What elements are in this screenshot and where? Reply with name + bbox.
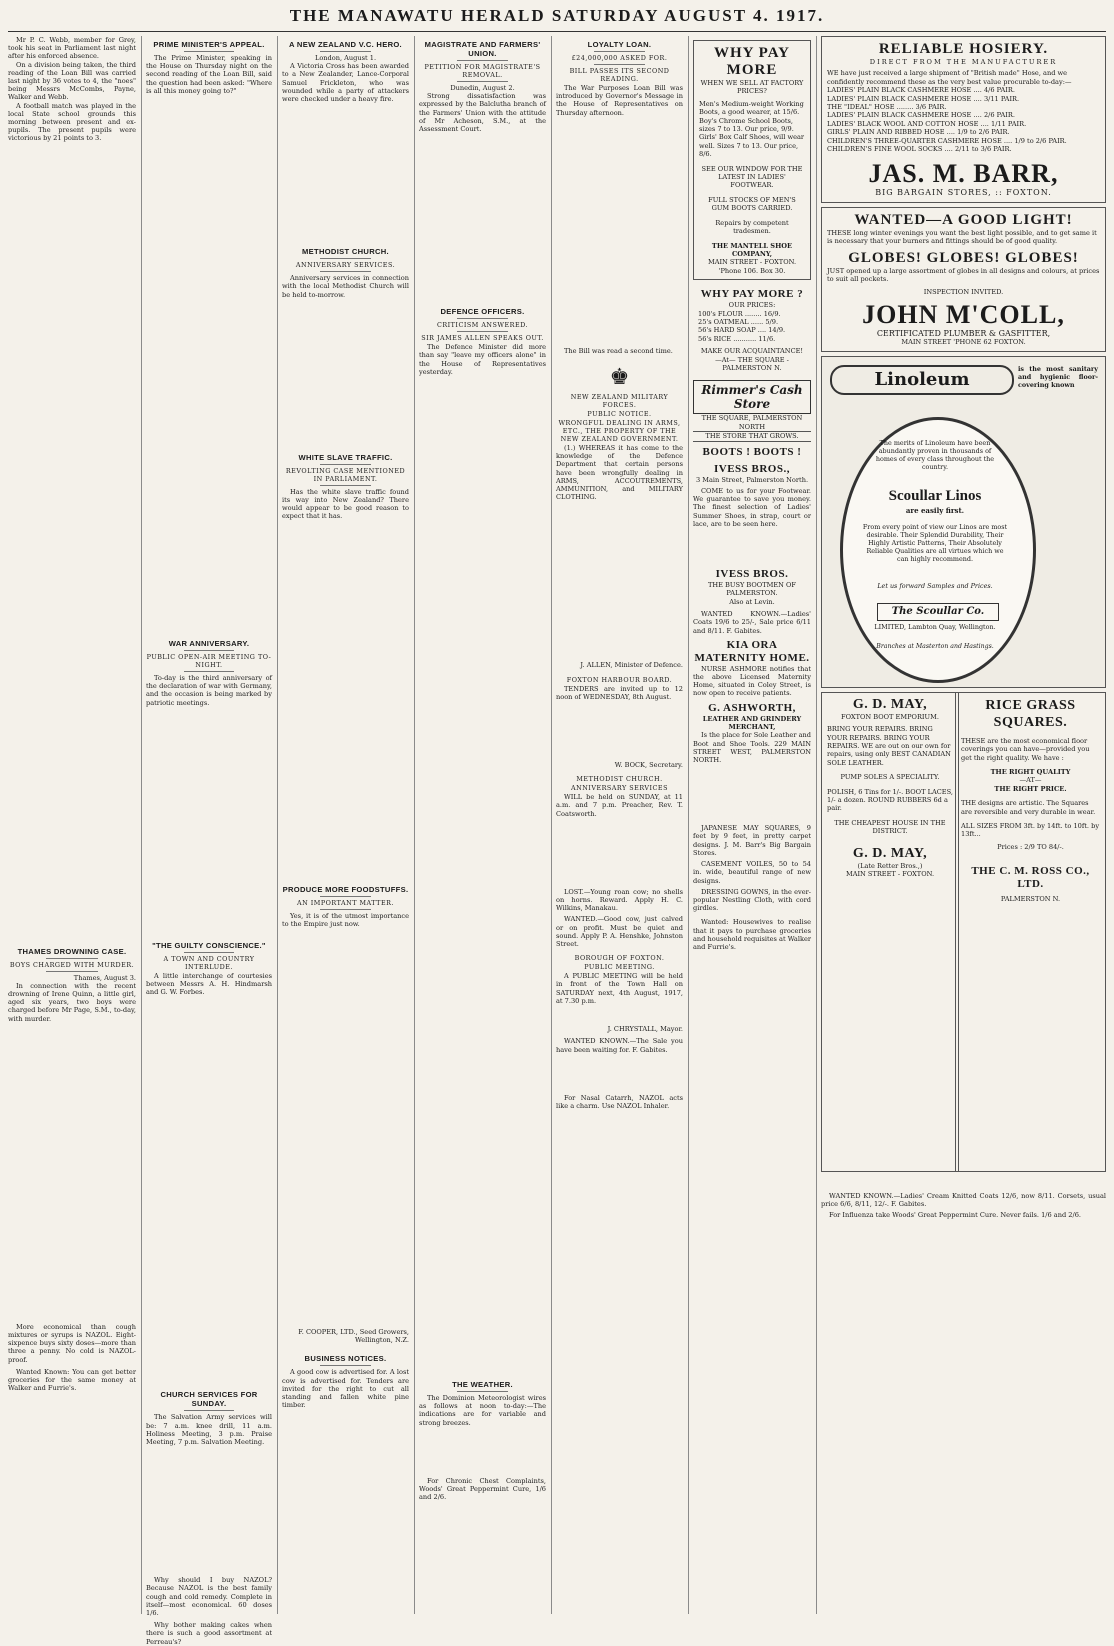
divider [320, 258, 371, 259]
classified-ad: WANTED KNOWN.—Ladies' Coats 19/6 to 25/-, Sale price 6/11 and 8/11. F. Gabites. [693, 610, 811, 635]
notice-heading: FOXTON HARBOUR BOARD. [566, 675, 673, 684]
linoleum-banner: Linoleum [830, 365, 1014, 395]
column-7 [821, 36, 1106, 1614]
may-title: G. D. MAY, [852, 696, 928, 712]
divider [46, 971, 97, 972]
article-body-filler [146, 1446, 272, 1576]
rimmers-logo: Rimmer's Cash Store [693, 380, 811, 414]
divider [184, 671, 234, 672]
boots-heading: BOOTS ! BOOTS ! [702, 445, 802, 458]
kia-ora-text: NURSE ASHMORE notifies that the above Licensed Maternity Home, situated in Coley Street, is now open to receive patients. [693, 664, 811, 698]
ad-address: MAIN STREET - FOXTON. [707, 258, 797, 267]
ad-subtitle: WHEN WE SELL AT FACTORY PRICES? [700, 79, 804, 96]
divider [320, 485, 371, 486]
woods-notice: For Influenza take Woods' Great Peppermint Cure. Never fails. 1/6 and 2/6. [829, 1211, 1081, 1220]
grocery-prices-ad [693, 284, 811, 376]
may-title: G. D. MAY, [852, 845, 928, 861]
divider [320, 909, 371, 910]
article-paragraph: The Dominion Meteorologist wires as follows at noon to-day:—The indications are for variable and strong breezes. [419, 1394, 546, 1427]
article-subheading: ANNIVERSARY SERVICES. [295, 261, 396, 270]
article-paragraph: Yes, it is of the utmost importance to the Empire just now. [282, 911, 409, 928]
article-subheading: BILL PASSES ITS SECOND READING. [569, 67, 670, 83]
divider [320, 1365, 371, 1366]
hosiery-item: LADIES' PLAIN BLACK CASHMERE HOSE .... 3/11 PAIR. [827, 94, 1020, 103]
rice-price: THE RIGHT PRICE. [994, 784, 1067, 793]
article-subheading: PUBLIC OPEN-AIR MEETING TO-NIGHT. [146, 653, 272, 670]
divider [457, 1391, 508, 1392]
article-heading: MAGISTRATE AND FARMERS' UNION. [424, 40, 541, 58]
article-subheading: REVOLTING CASE MENTIONED IN PARLIAMENT. [285, 466, 406, 483]
linoleum-merits: The merits of Linoleum have been abundantly proven in thousands of homes of every class throughout the country. [875, 438, 995, 471]
ivess-title: IVESS BROS. [715, 568, 789, 581]
notice-heading: NEW ZEALAND MILITARY FORCES. [570, 393, 669, 410]
ad-body: WE have just received a large shipment of "British made" Hose, and we confidently recommend these as the very best value procurable to-day:— [827, 69, 1072, 86]
hosiery-item: LADIES' PLAIN BLACK CASHMERE HOSE .... 4/6 PAIR. [827, 86, 1015, 95]
divider [320, 896, 371, 897]
divider [594, 51, 645, 52]
ross-town: PALMERSTON N. [1000, 895, 1061, 904]
article-body-filler [419, 133, 546, 303]
article-paragraph: A little interchange of courtesies between Messrs A. H. Hindmarsh and G. W. Forbes. [146, 971, 272, 997]
notice-body-filler [556, 818, 683, 888]
column-divider [414, 36, 415, 1614]
ad-tagline: THE STORE THAT GROWS. [693, 431, 811, 441]
notice-subheading: PUBLIC MEETING. [584, 963, 655, 972]
signature: F. COOPER, LTD., Seed Growers, Wellington, N.Z. [298, 1328, 409, 1345]
column-4 [419, 36, 546, 1614]
hosiery-item: THE "IDEAL" HOSE ........ 3/6 PAIR. [827, 103, 947, 112]
barr-name: JAS. M. BARR, [868, 159, 1059, 189]
notice-body-filler [556, 1054, 683, 1094]
ivess-address: 3 Main Street, Palmerston North. [695, 475, 809, 484]
wanted-notice: For Chronic Chest Complaints, Woods' Great Peppermint Cure, 1/6 and 2/6. [419, 1476, 546, 1502]
dateline: London, August 1. [314, 54, 377, 62]
article-subheading: £24,000,000 ASKED FOR. [571, 54, 668, 62]
ad-line: FULL STOCKS OF MEN'S GUM BOOTS CARRIED. [708, 195, 796, 213]
price-item: 56's HARD SOAP .... 14/9. [698, 326, 786, 335]
article-body-filler [419, 376, 546, 1376]
article-body-filler [282, 928, 409, 1328]
ad-title: WHY PAY MORE ? [700, 288, 804, 301]
article-heading: BUSINESS NOTICES. [304, 1354, 387, 1364]
hosiery-item: CHILDREN'S FINE WOOL SOCKS .... 2/11 to 3/6 PAIR. [827, 145, 1012, 154]
notice-text: WILL be held on SUNDAY, at 11 a.m. and 7 p.m. Preacher, Rev. T. Coatsworth. [556, 793, 683, 818]
masthead-rule [8, 31, 1106, 32]
notice-text: (1.) WHEREAS it has come to the knowledge of the Defence Department that certain persons have been wrongfully dealing in ARMS, ACCOUTREMENTS, AMMUNITION, and MILITARY CLOTHING. [556, 444, 683, 502]
article-subheading: PETITION FOR MAGISTRATE'S REMOVAL. [424, 63, 541, 79]
column-divider [688, 36, 689, 1614]
barr-subtitle: BIG BARGAIN STORES, :: FOXTON. [875, 188, 1052, 198]
rice-at: —AT— [1019, 776, 1042, 785]
may-pump: PUMP SOLES A SPECIALITY. [840, 773, 940, 782]
column-divider [277, 36, 278, 1614]
article-body-filler [282, 521, 409, 881]
ad-line: SEE OUR WINDOW FOR THE LATEST IN LADIES' FOOTWEAR. [701, 164, 803, 190]
ad-body-filler [693, 764, 811, 824]
price-item: 56's RICE ........... 11/6. [698, 334, 776, 343]
column-divider [816, 36, 817, 1614]
price-item: 25's OATMEAL ...... 5/9. [698, 317, 779, 326]
mccoll-subtitle: CERTIFICATED PLUMBER & GASFITTER, [876, 328, 1051, 338]
scoullar-samples: Let us forward Samples and Prices. [877, 581, 993, 590]
divider [320, 271, 371, 272]
may-polish: POLISH, 6 Tins for 1/-. BOOT LACES, 1/- a dozen. ROUND RUBBERS 6d a pair. [827, 787, 953, 813]
article-paragraph: Strong dissatisfaction was expressed by the Balclutha branch of the Farmers' Union with the attitude of Mr Acheson, S.M., at the Assessment Court. [419, 92, 546, 134]
column-6 [693, 36, 811, 1614]
article-subheading: AN IMPORTANT MATTER. [297, 898, 394, 907]
article-paragraph: The Bill was read a second time. [564, 346, 673, 355]
notice-body-filler [556, 1005, 683, 1025]
article-subheading: CRITICISM ANSWERED. [436, 321, 529, 330]
column-3 [282, 36, 409, 1614]
notice-body-filler [556, 501, 683, 661]
scoullar-co-name: The Scoullar Co. [877, 603, 999, 621]
article-heading: WAR ANNIVERSARY. [168, 639, 250, 649]
notice-heading: BOROUGH OF FOXTON. [574, 954, 665, 963]
masthead: THE MANAWATU HERALD SATURDAY AUGUST 4. 1917. [289, 6, 825, 25]
ashworth-text: Is the place for Sole Leather and Boot and Shoe Tools. 229 MAIN STREET WEST, PALMERSTON NORTH. [693, 731, 811, 765]
article-body-filler [146, 996, 272, 1386]
ross-title: THE C. M. ROSS CO., LTD. [971, 865, 1090, 891]
divider [184, 1410, 234, 1411]
scoullar-linoleum-ad [821, 356, 1106, 688]
ivess-subtitle: THE BUSY BOOTMEN OF PALMERSTON. [707, 581, 796, 598]
article-body-filler [8, 143, 136, 943]
hosiery-item: LADIES' PLAIN BLACK CASHMERE HOSE .... 2/6 PAIR. [827, 111, 1015, 120]
rice-grass-ad [955, 692, 1106, 1172]
notice-subheading: WRONGFUL DEALING IN ARMS, ETC., THE PROPERTY OF THE NEW ZEALAND GOVERNMENT. [558, 419, 681, 444]
article-body-filler [8, 1023, 136, 1323]
hosiery-item: LADIES' BLACK WOOL AND COTTON HOSE .... 1/11 PAIR. [827, 119, 1027, 128]
scoullar-branches: Branches at Masterton and Hastings. [876, 642, 994, 650]
article-heading: DEFENCE OFFICERS. [440, 307, 525, 317]
article-body-filler [419, 1427, 546, 1477]
classified-ad: WANTED KNOWN.—The Sale you have been waiting for. F. Gabites. [556, 1037, 683, 1054]
ashworth-subtitle: LEATHER AND GRINDERY MERCHANT, [702, 714, 802, 732]
rice-body: THESE are the most economical floor coverings you can have—provided you get the right quality. We have : [961, 736, 1090, 762]
kia-ora-title: KIA ORA MATERNITY HOME. [694, 638, 810, 664]
article-heading: LOYALTY LOAN. [587, 40, 652, 49]
ashworth-title: G. ASHWORTH, [708, 701, 796, 714]
column-1 [8, 36, 136, 1614]
rice-prices: Prices : 2/9 TO 84/-. [997, 842, 1064, 851]
scoullar-points: From every point of view our Linos are most desirable. Their Splendid Durability, Their Highly Artistic Patterns, Their Absolutely Reliable Qualities are all virtues which we can highly recommend. [862, 522, 1008, 563]
article-body-filler [556, 117, 683, 347]
divider [184, 952, 234, 953]
article-paragraph: A Victoria Cross has been awarded to a New Zealander, Lance-Corporal Samuel Frickleton, who was wounded while a party of attackers were checked under a heavy fire. [282, 62, 409, 104]
ad-body-filler [693, 528, 811, 568]
notice-subheading: PUBLIC NOTICE. [587, 410, 652, 419]
ivess-body: COME to us for your Footwear. We guarantee to save you money. The finest selection of Ladies' Summer Shoes, in strap, court or lace, are to be seen here. [693, 487, 811, 528]
scoullar-linos-title: Scoullar Linos [888, 487, 982, 504]
rimmers-ad [693, 380, 811, 441]
ad-body: JUST opened up a large assortment of globes in all designs and colours, at prices to suit all pockets. [827, 266, 1100, 284]
article-body-filler [146, 707, 272, 937]
divider [320, 51, 371, 52]
scoullar-easy: are easily first. [905, 505, 965, 515]
article-subheading: SIR JAMES ALLEN SPEAKS OUT. [421, 334, 544, 343]
ad-title: WHY PAY MORE [713, 45, 791, 78]
may-address: MAIN STREET - FOXTON. [845, 870, 935, 878]
ad-subtitle: OUR PRICES: [728, 301, 776, 310]
globes-heading: GLOBES! GLOBES! GLOBES! [848, 249, 1079, 266]
article-heading: PRIME MINISTER'S APPEAL. [153, 40, 265, 49]
article-body-filler [282, 299, 409, 449]
price-item: 100's FLOUR ........ 16/9. [698, 309, 781, 318]
hosiery-item: GIRLS' PLAIN AND RIBBED HOSE .... 1/9 to 2/6 PAIR. [827, 128, 1010, 137]
reliable-hosiery-ad [821, 36, 1106, 203]
ad-subtitle: DIRECT FROM THE MANUFACTURER [869, 58, 1058, 66]
dateline: Dunedin, August 2. [450, 84, 515, 92]
nazol-notice: For Nasal Catarrh, NAZOL acts like a charm. Use NAZOL Inhaler. [556, 1093, 683, 1110]
article-body-filler [146, 95, 272, 635]
good-light-ad [821, 207, 1106, 352]
article-paragraph: The Defence Minister did more than say "leave my officers alone" in the House of Representatives yesterday. [419, 343, 546, 376]
article-paragraph: The Salvation Army services will be: 7 a.m. knee drill, 11 a.m. Holiness Meeting, 3 p.m. Praise Meeting, 7 p.m. Salvation Meeting. [146, 1413, 272, 1447]
ad-body: THESE long winter evenings you want the best light possible, and to get same it is necessary that your burners and fittings should be of good quality. [827, 228, 1097, 246]
bottom-ads-row [821, 692, 1106, 1192]
divider [320, 464, 371, 465]
divider [184, 650, 234, 651]
column-5 [556, 36, 683, 1614]
divider [457, 60, 508, 61]
linoleum-tagline: is the most sanitary and hygienic floor-covering known [1018, 364, 1098, 389]
column-divider [141, 36, 142, 1614]
signature: J. ALLEN, Minister of Defence. [580, 661, 683, 670]
ad-line: Repairs by competent tradesmen. [715, 218, 789, 236]
rice-quality: THE RIGHT QUALITY [990, 767, 1071, 776]
article-heading: THE WEATHER. [452, 1380, 513, 1390]
article-paragraph: On a division being taken, the third reading of the Loan Bill was carried last night by 36 votes to 4, the "noes" being Messrs McCombs, Payne, Walker and Webb. [8, 60, 136, 102]
divider [594, 64, 645, 65]
article-paragraph: Mr P. C. Webb, member for Grey, took his seat in Parliament last night after his enforced absence. [8, 36, 136, 61]
hosiery-item: CHILDREN'S THREE-QUARTER CASHMERE HOSE .... 1/9 to 2/6 PAIR. [827, 136, 1067, 145]
wanted-notice: Why bother making cakes when there is such a good assortment at Perreau's? [146, 1621, 272, 1646]
article-paragraph: The Prime Minister, speaking in the House on Thursday night on the second reading of the Loan Bill, said the question had been asked: "Where is all this money going to?" [146, 54, 272, 95]
notice-body-filler [556, 701, 683, 761]
ad-title: WANTED—A GOOD LIGHT! [854, 211, 1073, 228]
article-heading: METHODIST CHURCH. [302, 247, 389, 257]
coat-of-arms-icon: ♚ [609, 365, 630, 391]
may-boot-ad [821, 692, 959, 1172]
ivess-branch: Also at Levin. [729, 597, 775, 606]
article-heading: WHITE SLAVE TRAFFIC. [298, 452, 393, 462]
classified-ad: DRESSING GOWNS, in the ever-popular Nestling Cloth, with cord girdles. [693, 887, 811, 913]
ad-line: MAKE OUR ACQUAINTANCE! —At— THE SQUARE - PALMERSTON N. [700, 347, 804, 372]
article-paragraph: A good cow is advertised for. A lost cow is advertised for. Tenders are invited for the right to cut all standing and fallen white pine timber. [282, 1368, 409, 1410]
may-cheapest: THE CHEAPEST HOUSE IN THE DISTRICT. [834, 818, 946, 836]
classified-ad: LOST.—Young roan cow; no shells on horns. Reward. Apply H. C. Wilkins, Manakau. [556, 887, 683, 913]
article-subheading: A TOWN AND COUNTRY INTERLUDE. [163, 954, 255, 971]
classified-ad: CASEMENT VOILES, 50 to 54 in. wide, beautiful range of new designs. [693, 860, 811, 885]
divider [457, 81, 508, 82]
rice-designs: THE designs are artistic. The Squares are reversible and very durable in wear. [961, 799, 1096, 816]
scoullar-ltd: LIMITED, Lambton Quay, Wellington. [874, 622, 996, 631]
divider [457, 318, 508, 319]
classified-ad: WANTED KNOWN.—Ladies' Cream Knitted Coats 12/6, now 8/11. Corsets, usual price 6/6, 8/11, 12/-. F. Gabites. [821, 1191, 1106, 1208]
rice-title: RICE GRASS SQUARES. [985, 697, 1076, 730]
nazol-notice: More economical than cough mixtures or syrups is NAZOL. Eight-sixpence buys sixty doses—more than three a penny. No cold is NAZOL-proof. [8, 1322, 136, 1364]
ad-title: RELIABLE HOSIERY. [878, 41, 1049, 57]
article-paragraph: Has the white slave traffic found its way into New Zealand? There would appear to be good reason to expect that it has. [282, 487, 409, 521]
article-paragraph: Anniversary services in connection with the local Methodist Church will be held to-morrow. [282, 274, 409, 299]
mccoll-name: JOHN M'COLL, [862, 299, 1065, 329]
article-heading: CHURCH SERVICES FOR SUNDAY. [160, 1390, 258, 1409]
divider [457, 331, 508, 332]
article-body-filler [282, 103, 409, 243]
ad-line: INSPECTION INVITED. [923, 287, 1004, 296]
divider [46, 958, 97, 959]
wanted-notice: Wanted Known: You can get better groceries for the same money at Walker and Furrie's. [8, 1367, 136, 1393]
may-body: BRING YOUR REPAIRS. BRING YOUR REPAIRS. BRING YOUR REPAIRS. WE are out on our own for repairs, using only BEST CANADIAN SOLE LEATHER. [827, 725, 951, 767]
notice-heading: METHODIST CHURCH. [576, 775, 663, 784]
signature: W. BOCK, Secretary. [614, 761, 683, 770]
ad-company: THE MANTELL SHOE COMPANY, [711, 241, 793, 258]
column-divider [551, 36, 552, 1614]
signature: J. CHRYSTALL, Mayor. [607, 1025, 683, 1034]
classified-ad: JAPANESE MAY SQUARES, 9 feet by 9 feet, in pretty carpet designs. J. M. Barr's Big Bargain Stores. [693, 824, 811, 857]
article-paragraph: In connection with the recent drowning of Irene Quinn, a little girl, aged six years, two boys were charged before Mr Page, S.M., to-day, with murder. [8, 981, 136, 1023]
mccoll-address: MAIN STREET 'PHONE 62 FOXTON. [901, 338, 1026, 347]
mantell-shoe-ad [693, 40, 811, 280]
notice-text: A PUBLIC MEETING will be held in front of the Town Hall on SATURDAY next, 4th August, 1917, at 7.30 p.m. [556, 972, 683, 1005]
column-2 [146, 36, 272, 1646]
divider [184, 51, 234, 52]
wanted-notice: Wanted: Housewives to realise that it pays to purchase groceries and household requisites at Walker and Furrie's. [693, 918, 812, 951]
article-paragraph: A football match was played in the local State school grounds this morning between present and ex-pupils. The present pupils were victorious by 21 points to 3. [8, 101, 136, 143]
article-heading: PRODUCE MORE FOODSTUFFS. [282, 884, 409, 894]
ad-body: Men's Medium-weight Working Boots, a good wearer, at 15/6. Boy's Chrome School Boots, sizes 7 to 13. Our price, 9/9. Girls' Box Calf Shoes, will wear well. Sizes 7 to 13. Our price, 8/6. [699, 99, 805, 159]
nazol-notice: Why should I buy NAZOL? Because NAZOL is the best family cough and cold remedy. Complete in itself—most economical. 60 doses 1/6. [146, 1576, 272, 1618]
article-paragraph: To-day is the third anniversary of the declaration of war with Germany, and the occasion is being marked by patriotic meetings. [146, 674, 272, 707]
article-heading: THAMES DROWNING CASE. [17, 946, 127, 956]
notice-text: TENDERS are invited up to 12 noon of WEDNESDAY, 8th August. [556, 684, 683, 701]
article-heading: A NEW ZEALAND V.C. HERO. [289, 40, 402, 49]
ad-subtitle: THE SQUARE, PALMERSTON NORTH [701, 414, 803, 431]
notice-subheading: ANNIVERSARY SERVICES [571, 784, 668, 793]
may-subtitle: (Late Retter Bros.,) [857, 861, 923, 870]
dateline: Thames, August 3. [73, 973, 136, 982]
rice-sizes: ALL SIZES FROM 3ft. by 14ft. to 10ft. by 13ft... [961, 821, 1100, 839]
article-heading: "THE GUILTY CONSCIENCE." [152, 940, 266, 950]
may-subtitle: FOXTON BOOT EMPORIUM. [841, 712, 939, 721]
ivess-title: IVESS BROS., [713, 462, 790, 475]
article-subheading: BOYS CHARGED WITH MURDER. [9, 960, 135, 969]
article-paragraph: The War Purposes Loan Bill was introduced by Governor's Message in the House of Representatives on Thursday afternoon. [556, 84, 683, 117]
classified-ad: WANTED.—Good cow, just calved or on profit. Must be quiet and sound. Apply P. A. Henshke, Johnston Street. [556, 915, 683, 949]
ad-phone: 'Phone 106. Box 30. [718, 266, 786, 275]
